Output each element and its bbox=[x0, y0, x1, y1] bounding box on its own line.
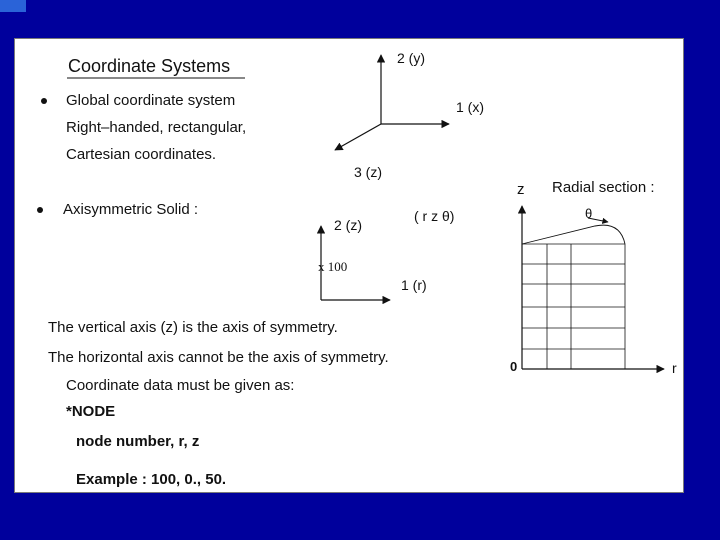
note-horizontal-axis: The horizontal axis cannot be the axis of symmetry. bbox=[48, 349, 389, 366]
node-keyword: *NODE bbox=[66, 403, 116, 420]
corner-accent bbox=[0, 0, 26, 12]
radial-z-label: z bbox=[517, 181, 525, 198]
global-x-label: 1 (x) bbox=[456, 99, 484, 115]
node-format: node number, r, z bbox=[76, 433, 200, 450]
radial-r-label: r bbox=[672, 360, 677, 376]
axisym-r-label: 1 (r) bbox=[401, 277, 427, 293]
theta-sector bbox=[522, 225, 625, 244]
bullet-1-line-2: Right–handed, rectangular, bbox=[66, 119, 247, 136]
bullet-dot bbox=[37, 207, 43, 213]
axisym-z-label: 2 (z) bbox=[334, 217, 362, 233]
bullet-2-line-1: Axisymmetric Solid : bbox=[63, 201, 199, 218]
node-marker-label: x 100 bbox=[318, 259, 348, 274]
slide-panel bbox=[14, 38, 684, 493]
slide-title: Coordinate Systems bbox=[68, 56, 231, 76]
note-vertical-axis: The vertical axis (z) is the axis of symmetry. bbox=[48, 319, 338, 336]
global-y-label: 2 (y) bbox=[397, 50, 425, 66]
radial-theta-label: θ bbox=[585, 206, 593, 221]
mesh-grid bbox=[522, 244, 625, 369]
bullet-1-line-3: Cartesian coordinates. bbox=[66, 146, 217, 163]
coordinate-tuple: ( r z θ) bbox=[414, 208, 455, 224]
radial-section bbox=[522, 206, 664, 369]
radial-origin-label: 0 bbox=[510, 359, 518, 374]
bullet-1-line-1: Global coordinate system bbox=[66, 92, 236, 109]
global-axes bbox=[335, 55, 449, 150]
node-example: Example : 100, 0., 50. bbox=[76, 471, 227, 488]
global-z-label: 3 (z) bbox=[354, 164, 382, 180]
radial-section-title: Radial section : bbox=[552, 179, 655, 196]
bullet-dot bbox=[41, 98, 47, 104]
note-coordinate-data: Coordinate data must be given as: bbox=[66, 377, 295, 394]
